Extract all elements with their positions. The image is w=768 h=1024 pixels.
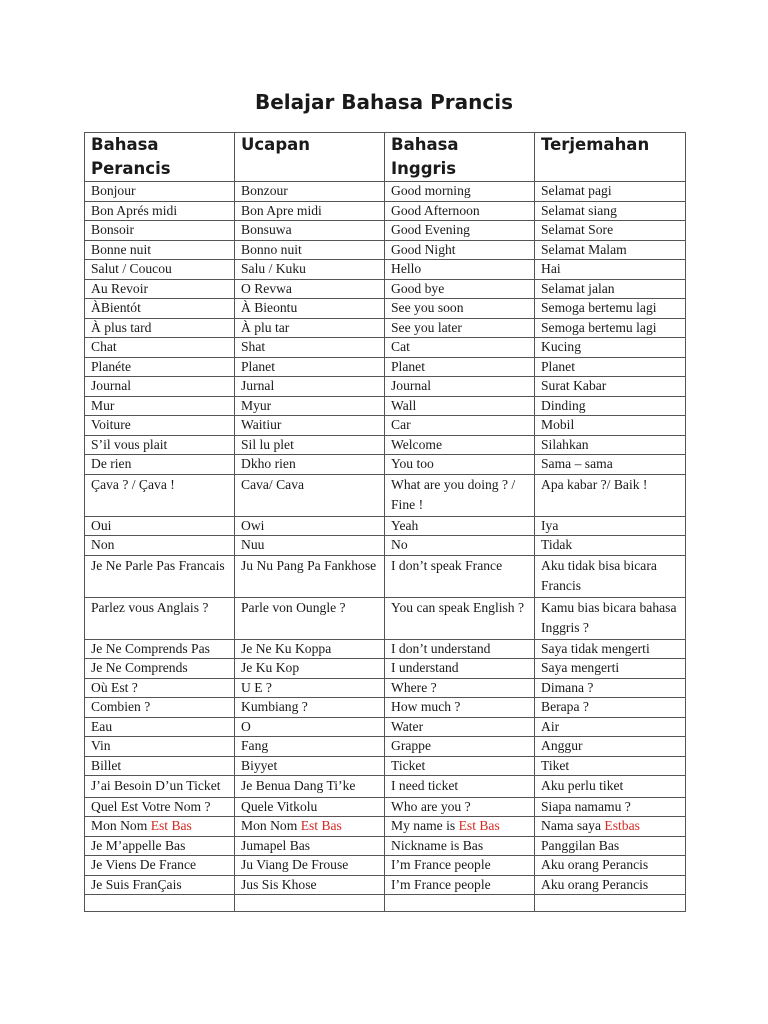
cell-translation: Selamat siang (535, 201, 686, 221)
cell-pronunciation: Biyyet (235, 756, 385, 776)
cell-english: Good Evening (385, 221, 535, 241)
cell-pronunciation: Je Benua Dang Ti’ke (235, 776, 385, 798)
cell-pronunciation (235, 817, 385, 837)
table-row (85, 279, 686, 299)
cell-french: Vin (85, 737, 235, 757)
cell-translation: Surat Kabar (535, 377, 686, 397)
cell-translation: Saya tidak mengerti (535, 639, 686, 659)
cell-pronunciation: Bonzour (235, 182, 385, 202)
table-row (85, 516, 686, 536)
table-row (85, 240, 686, 260)
cell-french: Non (85, 536, 235, 556)
table-row (85, 299, 686, 319)
cell-pronunciation: Quele Vitkolu (235, 797, 385, 817)
table-row (85, 357, 686, 377)
table-row (85, 797, 686, 817)
highlight-text: Est Bas (150, 818, 192, 833)
cell-french: Çava ? / Çava ! (85, 474, 235, 516)
table-row (85, 260, 686, 280)
cell-pronunciation: Je Ku Kop (235, 659, 385, 679)
cell-english: Good Night (385, 240, 535, 260)
cell-french: Je M’appelle Bas (85, 836, 235, 856)
cell-english: Water (385, 717, 535, 737)
table-row (85, 776, 686, 798)
cell-french: Je Ne Comprends (85, 659, 235, 679)
table-row (85, 318, 686, 338)
cell-english: I understand (385, 659, 535, 679)
cell-pronunciation: Kumbiang ? (235, 698, 385, 718)
cell-pronunciation: O (235, 717, 385, 737)
cell-translation: Selamat Sore (535, 221, 686, 241)
cell-french: Billet (85, 756, 235, 776)
table-row (85, 856, 686, 876)
page-title: Belajar Bahasa Prancis (254, 90, 514, 114)
cell-english: Good Afternoon (385, 201, 535, 221)
table-row (85, 221, 686, 241)
cell-text: Nama saya (541, 818, 602, 833)
cell-french: À plus tard (85, 318, 235, 338)
cell-translation: Aku orang Perancis (535, 875, 686, 895)
table-row (85, 678, 686, 698)
header-translation: Terjemahan (535, 133, 686, 182)
table-row (85, 659, 686, 679)
cell-text: Mon Nom (241, 818, 298, 833)
table-row (85, 875, 686, 895)
cell-english: Wall (385, 396, 535, 416)
cell-translation: Air (535, 717, 686, 737)
cell-pronunciation: Nuu (235, 536, 385, 556)
cell-english (385, 817, 535, 837)
table-row (85, 182, 686, 202)
cell-english: I’m France people (385, 856, 535, 876)
cell-french: De rien (85, 455, 235, 475)
cell-english: Nickname is Bas (385, 836, 535, 856)
empty-cell (85, 895, 235, 912)
cell-pronunciation: Owi (235, 516, 385, 536)
cell-pronunciation: O Revwa (235, 279, 385, 299)
cell-french: Mur (85, 396, 235, 416)
cell-french: ÀBientót (85, 299, 235, 319)
header-pronunciation: Ucapan (235, 133, 385, 182)
cell-translation: Dinding (535, 396, 686, 416)
table-row (85, 698, 686, 718)
cell-translation: Kamu bias bicara bahasa Inggris ? (535, 597, 686, 639)
cell-translation: Sama – sama (535, 455, 686, 475)
cell-french: Oui (85, 516, 235, 536)
cell-english: Welcome (385, 435, 535, 455)
highlight-text: Est Bas (458, 818, 500, 833)
cell-english: How much ? (385, 698, 535, 718)
cell-translation: Tidak (535, 536, 686, 556)
cell-french: Voiture (85, 416, 235, 436)
table-row (85, 201, 686, 221)
cell-translation: Tiket (535, 756, 686, 776)
cell-pronunciation: Fang (235, 737, 385, 757)
cell-pronunciation: Jus Sis Khose (235, 875, 385, 895)
cell-pronunciation: Planet (235, 357, 385, 377)
cell-french: J’ai Besoin D’un Ticket (85, 776, 235, 798)
cell-french: Quel Est Votre Nom ? (85, 797, 235, 817)
empty-row (85, 895, 686, 912)
cell-english: See you later (385, 318, 535, 338)
cell-english: I’m France people (385, 875, 535, 895)
vocabulary-table (84, 132, 686, 912)
cell-french: Où Est ? (85, 678, 235, 698)
cell-french: Planéte (85, 357, 235, 377)
cell-english: Who are you ? (385, 797, 535, 817)
cell-translation: Hai (535, 260, 686, 280)
table-row (85, 377, 686, 397)
cell-translation: Siapa namamu ? (535, 797, 686, 817)
cell-translation: Panggilan Bas (535, 836, 686, 856)
cell-french: Je Ne Comprends Pas (85, 639, 235, 659)
cell-translation: Semoga bertemu lagi (535, 318, 686, 338)
cell-french: Je Viens De France (85, 856, 235, 876)
cell-translation: Aku orang Perancis (535, 856, 686, 876)
empty-cell (235, 895, 385, 912)
cell-english: Good morning (385, 182, 535, 202)
cell-english: Car (385, 416, 535, 436)
highlight-text: Estbas (604, 818, 640, 833)
cell-pronunciation: Dkho rien (235, 455, 385, 475)
cell-english: You too (385, 455, 535, 475)
cell-translation: Planet (535, 357, 686, 377)
table-row (85, 639, 686, 659)
cell-pronunciation: Bonsuwa (235, 221, 385, 241)
cell-english: Cat (385, 338, 535, 358)
cell-pronunciation: Jumapel Bas (235, 836, 385, 856)
cell-translation: Dimana ? (535, 678, 686, 698)
cell-pronunciation: Parle von Oungle ? (235, 597, 385, 639)
cell-english: I don’t speak France (385, 555, 535, 597)
cell-french: S’il vous plait (85, 435, 235, 455)
cell-english: Grappe (385, 737, 535, 757)
cell-french: Bon Aprés midi (85, 201, 235, 221)
cell-translation: Anggur (535, 737, 686, 757)
table-row (85, 338, 686, 358)
cell-pronunciation: Bon Apre midi (235, 201, 385, 221)
cell-english: Where ? (385, 678, 535, 698)
cell-english: See you soon (385, 299, 535, 319)
cell-french: Parlez vous Anglais ? (85, 597, 235, 639)
cell-french: Combien ? (85, 698, 235, 718)
cell-french: Journal (85, 377, 235, 397)
cell-translation: Kucing (535, 338, 686, 358)
table-row (85, 455, 686, 475)
cell-english: Hello (385, 260, 535, 280)
empty-cell (385, 895, 535, 912)
cell-pronunciation: Myur (235, 396, 385, 416)
highlight-text: Est Bas (300, 818, 342, 833)
table-row (85, 555, 686, 597)
cell-french: Je Suis FranÇais (85, 875, 235, 895)
cell-pronunciation: Waitiur (235, 416, 385, 436)
cell-english: Planet (385, 357, 535, 377)
cell-pronunciation: Shat (235, 338, 385, 358)
cell-pronunciation: U E ? (235, 678, 385, 698)
cell-english: What are you doing ? / Fine ! (385, 474, 535, 516)
cell-english: Ticket (385, 756, 535, 776)
cell-french: Bonne nuit (85, 240, 235, 260)
cell-pronunciation: Ju Viang De Frouse (235, 856, 385, 876)
cell-pronunciation: Cava/ Cava (235, 474, 385, 516)
cell-translation: Iya (535, 516, 686, 536)
header-row (85, 133, 686, 182)
cell-french: Eau (85, 717, 235, 737)
cell-translation (535, 817, 686, 837)
cell-pronunciation: Bonno nuit (235, 240, 385, 260)
header-french: Bahasa Perancis (85, 133, 235, 182)
cell-pronunciation: À plu tar (235, 318, 385, 338)
table-row (85, 396, 686, 416)
cell-translation: Aku tidak bisa bicara Francis (535, 555, 686, 597)
cell-pronunciation: Sil lu plet (235, 435, 385, 455)
cell-pronunciation: Salu / Kuku (235, 260, 385, 280)
cell-pronunciation: Je Ne Ku Koppa (235, 639, 385, 659)
cell-translation: Selamat Malam (535, 240, 686, 260)
cell-translation: Berapa ? (535, 698, 686, 718)
table-row (85, 756, 686, 776)
cell-french: Je Ne Parle Pas Francais (85, 555, 235, 597)
cell-translation: Saya mengerti (535, 659, 686, 679)
cell-translation: Aku perlu tiket (535, 776, 686, 798)
cell-english: Yeah (385, 516, 535, 536)
cell-translation: Mobil (535, 416, 686, 436)
cell-french: Salut / Coucou (85, 260, 235, 280)
cell-translation: Apa kabar ?/ Baik ! (535, 474, 686, 516)
cell-translation: Selamat pagi (535, 182, 686, 202)
cell-french (85, 817, 235, 837)
cell-english: No (385, 536, 535, 556)
table-row (85, 435, 686, 455)
cell-translation: Silahkan (535, 435, 686, 455)
cell-english: I need ticket (385, 776, 535, 798)
table-row (85, 416, 686, 436)
cell-pronunciation: Ju Nu Pang Pa Fankhose (235, 555, 385, 597)
table-row (85, 717, 686, 737)
cell-english: Journal (385, 377, 535, 397)
cell-french: Au Revoir (85, 279, 235, 299)
cell-translation: Selamat jalan (535, 279, 686, 299)
cell-french: Chat (85, 338, 235, 358)
cell-text: Mon Nom (91, 818, 148, 833)
cell-french: Bonsoir (85, 221, 235, 241)
table-row (85, 597, 686, 639)
cell-pronunciation: À Bieontu (235, 299, 385, 319)
table-row (85, 737, 686, 757)
table-row (85, 817, 686, 837)
table-row (85, 536, 686, 556)
cell-pronunciation: Jurnal (235, 377, 385, 397)
table-row (85, 836, 686, 856)
cell-english: I don’t understand (385, 639, 535, 659)
cell-english: You can speak English ? (385, 597, 535, 639)
table-row (85, 474, 686, 516)
empty-cell (535, 895, 686, 912)
cell-translation: Semoga bertemu lagi (535, 299, 686, 319)
header-english: Bahasa Inggris (385, 133, 535, 182)
cell-text: My name is (391, 818, 456, 833)
cell-french: Bonjour (85, 182, 235, 202)
cell-english: Good bye (385, 279, 535, 299)
